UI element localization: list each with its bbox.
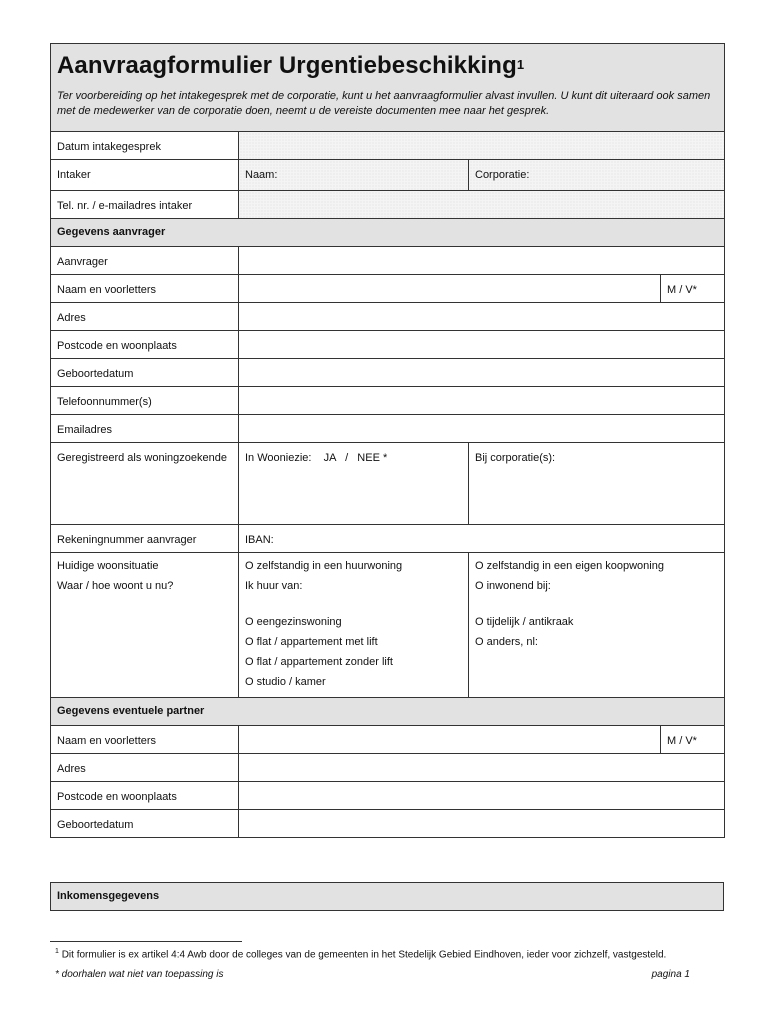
intaker-label: Intaker [51, 160, 239, 191]
aanvrager-field[interactable] [239, 247, 725, 275]
intaker-naam-field[interactable] [239, 160, 469, 191]
geregistreerd-label: Geregistreerd als woningzoekende [51, 443, 239, 525]
wooniezie-field[interactable] [239, 443, 469, 525]
intro-text: Ter voorbereiding op het intakegesprek met de corporatie, kunt u het aanvraagformulier alvast invullen. U kunt dit uiteraard ook samen met de medewerker van de corporatie doen, neemt u de vereiste documenten mee naar het gesprek. [57, 90, 711, 117]
tel-intaker-label: Tel. nr. / e-mailadres intaker [51, 191, 239, 219]
partner-postcode-label: Postcode en woonplaats [51, 782, 239, 810]
option-flat-met-lift[interactable]: O flat / appartement met lift [245, 636, 378, 648]
datum-intake-field[interactable] [239, 132, 725, 160]
intaker-naam-label: Naam: [245, 169, 278, 181]
partner-naam-field[interactable] [239, 726, 661, 754]
email-field[interactable] [239, 415, 725, 443]
intaker-corporatie-field[interactable] [469, 160, 725, 191]
email-label: Emailadres [51, 415, 239, 443]
footnote-divider [50, 941, 242, 942]
page-title: Aanvraagformulier Urgentiebeschikking$^1$ [57, 52, 525, 79]
iban-field[interactable] [239, 525, 725, 553]
naam-field[interactable] [239, 275, 661, 303]
section-inkomen: Inkomensgegevens [51, 883, 724, 911]
adres-field[interactable] [239, 303, 725, 331]
aanvrager-label: Aanvrager [51, 247, 239, 275]
rekeningnummer-label: Rekeningnummer aanvrager [51, 525, 239, 553]
waar-woont-label: Waar / hoe woont u nu? [57, 580, 174, 592]
adres-label: Adres [51, 303, 239, 331]
woonsituatie-labels [51, 553, 239, 698]
postcode-field[interactable] [239, 331, 725, 359]
option-flat-zonder-lift[interactable]: O flat / appartement zonder lift [245, 656, 393, 668]
form-header [51, 44, 725, 132]
telefoon-field[interactable] [239, 387, 725, 415]
partner-adres-label: Adres [51, 754, 239, 782]
option-tijdelijk[interactable]: O tijdelijk / antikraak [475, 616, 574, 628]
partner-postcode-field[interactable] [239, 782, 725, 810]
huur-van-label: Ik huur van: [245, 580, 303, 592]
woonsituatie-koop-options [469, 553, 725, 698]
partner-geboortedatum-label: Geboortedatum [51, 810, 239, 838]
bij-corporatie-label: Bij corporatie(s): [475, 452, 556, 464]
tel-intaker-field[interactable] [239, 191, 725, 219]
inkomen-table [50, 882, 724, 911]
wooniezie-label: In Wooniezie: JA / NEE * [245, 452, 388, 464]
naam-label: Naam en voorletters [51, 275, 239, 303]
gender-field[interactable] [661, 275, 725, 303]
telefoon-label: Telefoonnummer(s) [51, 387, 239, 415]
bij-corporatie-field[interactable] [469, 443, 725, 525]
woonsituatie-huur-options [239, 553, 469, 698]
partner-gender-label: M / V* [667, 735, 697, 747]
doorhalen-note: * doorhalen wat niet van toepassing is [55, 969, 224, 980]
postcode-label: Postcode en woonplaats [51, 331, 239, 359]
option-eengezinswoning[interactable]: O eengezinswoning [245, 616, 342, 628]
option-huurwoning[interactable]: O zelfstandig in een huurwoning [245, 560, 403, 572]
page-number: pagina 1 [651, 969, 690, 980]
option-anders[interactable]: O anders, nl: [475, 636, 538, 648]
application-form [50, 43, 725, 838]
option-studio-kamer[interactable]: O studio / kamer [245, 676, 326, 688]
datum-intake-label: Datum intakegesprek [51, 132, 239, 160]
section-partner: Gegevens eventuele partner [51, 698, 725, 726]
gender-label: M / V* [667, 284, 697, 296]
section-aanvrager: Gegevens aanvrager [51, 219, 725, 247]
footnote: $^1$ Dit formulier is ex artikel 4:4 Awb door de colleges van de gemeenten in het Stedelijk Gebied Eindhoven, ieder voor zichzelf, vastgesteld. [55, 948, 667, 961]
huidige-woonsituatie-label: Huidige woonsituatie [57, 560, 159, 572]
partner-gender-field[interactable] [661, 726, 725, 754]
partner-naam-label: Naam en voorletters [51, 726, 239, 754]
partner-adres-field[interactable] [239, 754, 725, 782]
option-inwonend[interactable]: O inwonend bij: [475, 580, 551, 592]
partner-geboortedatum-field[interactable] [239, 810, 725, 838]
option-koopwoning[interactable]: O zelfstandig in een eigen koopwoning [475, 560, 664, 572]
geboortedatum-label: Geboortedatum [51, 359, 239, 387]
geboortedatum-field[interactable] [239, 359, 725, 387]
iban-label: IBAN: [245, 534, 274, 546]
intaker-corporatie-label: Corporatie: [475, 169, 530, 181]
